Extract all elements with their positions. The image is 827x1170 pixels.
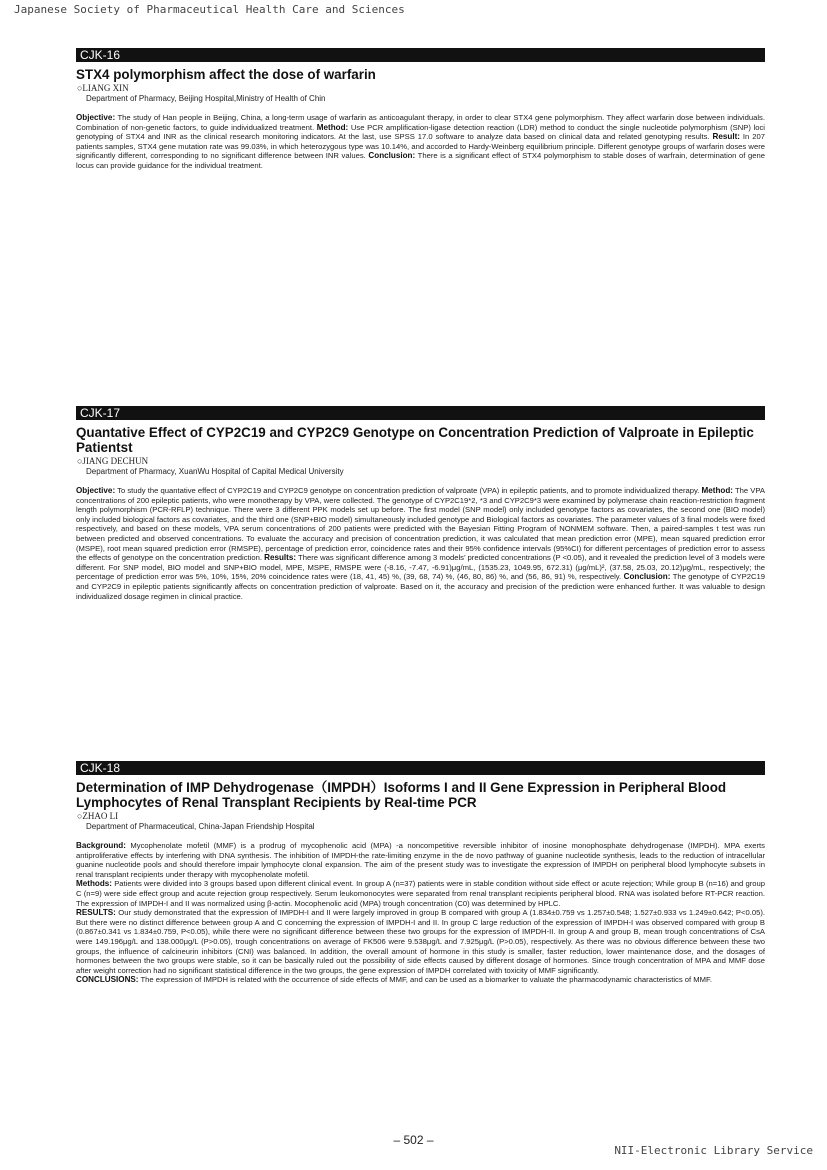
running-header: Japanese Society of Pharmaceutical Health Care and Sciences [14,3,405,16]
section-label: Conclusion: [368,151,416,161]
section-text: The genotype of CYP2C19 and CYP2C9 in epileptic patients significantly affects on concentration prediction of valproate. Based on it, the accuracy and precision of the prediction were enhanced further. It was valuable to design individualized dosage regimen in clinical practice. [76,572,765,601]
footer-source: NII-Electronic Library Service [614,1144,813,1157]
section-text: Our study demonstrated that the expression of IMPDH-I and II were largely improved in group B compared with group A (1.834±0.759 vs 1.257±0.548; 1.527±0.933 vs 1.249±0.642; P<0.05). But there were no distinct difference between group A and C concerning the expression of IMPDH-I and II. In group C large reduction of the expression of IMPDH-I was observed compared with group B (0.867±0.341 vs 1.834±0.759, P<0.05), while there were no significant difference between these two groups for the expression of IMPDH-II. In group A and group B, mean trough concentrations of CsA were 149.196μg/L and 138.000μg/L (P>0.05), trough concentrations on average of FK506 were 9.538μg/L and 7.925μg/L (P>0.05), respectively. As there was no obvious difference between these two groups, the influence of calcineurin inhibitors (CNI) was balanced. In addition, the overall amount of hormone in this study is smaller, faster reduction, lower maintenance dose, and the dosages of hormones between the two groups were stable, so it can be basically ruled out the possibility of side effects caused by different dosage of hormones. Since trough concentration of MPA and MMF dose after weight correction had no significant statistical difference in the two groups, the gene expression of IMPDH correlated with toxicity of MMF significantly. [76,908,765,975]
abstract-affiliation: Department of Pharmaceutical, China-Japan Friendship Hospital [86,822,315,831]
section-text: There is a significant effect of STX4 polymorphism to stable doses of warfrain, determination of gene locus can provide guidance for the individual treatment. [76,151,765,170]
section-label: Background: [76,841,126,850]
section-label: Results: [264,553,297,563]
abstract-id-bar: CJK-17 [76,406,765,420]
abstract-author: ○ZHAO LI [77,811,119,821]
section-text: The study of Han people in Beijing, China, a long-term usage of warfarin as anticoagulant therapy, in order to clear STX4 gene polymorphism. They affect warfarin dose between individuals. Combination of non-genetic factors, to guide individualized treatment. [76,113,765,132]
abstract-body [76,113,765,171]
abstract-body [76,486,765,601]
abstract-id-bar: CJK-16 [76,48,765,62]
section-label: Method: [701,486,733,495]
section-text: Patients were divided into 3 groups based upon different clinical event. In group A (n=37) patients were in stable condition without side effect or acute rejection; While group B (n=16) and group C (n=9) were side effect group and acute rejection group respectively. Serum leukomonocytes were separated from renal transplant recipients peripheral blood. RNA was isolated before RT-PCR reaction. The expression of IMPDH-I and II was normalized using β-actin. Mocophenolic acid (MPA) trough concentration (C0) was determined by HPLC. [76,879,765,908]
section-text: To study the quantative effect of CYP2C19 and CYP2C9 genotype on concentration prediction of valproate (VPA) in epileptic patients, and to promote individualized therapy. [115,486,702,495]
section-label: Method: [316,122,349,132]
abstract-cjk-16 [76,48,765,171]
section-text: In 207 patients samples, STX4 gene mutation rate was 99.03%, in which heterozygous type was 10.14%, and accorded to Hardy-Weinberg equilibrium principle. Different genotype groups of warfarin doses were significantly different, corresponding to no significant difference between INR values. [76,132,765,161]
section-label: Conclusion: [623,572,671,582]
section-label: Objective: [76,486,116,495]
section-label: RESULTS: [76,908,116,918]
abstract-id-bar: CJK-18 [76,761,765,775]
section-text: There was significant difference among 3 models’ predicted concentrations (P <0.05), and it revealed the prediction level of 3 models were different. For SNP model, BIO model and SNP+BIO model, MPE, MSPE, RMSPE were (-8.16, -7.47, -6.91)μg/mL, (1535.23, 1049.95, 672.31) (μg/mL)², (37.58, 25.03, 20.12)μg/mL, respectively; the percentage of prediction error was 5%, 10%, 15%, 20% coincidence rates were (18, 41, 45) %, (39, 68, 74) %, (46, 80, 86) %, and (56, 86, 91) %, respectively. [76,553,765,582]
page-number: – 502 – [393,1133,434,1147]
section-text: Use PCR amplification-ligase detection reaction (LDR) method to conduct the single nucleotide polymorphism (SNP) loci genotyping of STX4 and INR as the clinical research monitoring indicators. At the last, use SPSS 17.0 software to analyze data based on clinical data and related genotyping results. [76,122,765,142]
abstract-author: ○JIANG DECHUN [77,456,149,466]
abstract-title: STX4 polymorphism affect the dose of warfarin [76,67,376,82]
abstract-title: Quantative Effect of CYP2C19 and CYP2C9 Genotype on Concentration Prediction of Valproate in Epileptic Patientst [76,425,754,455]
abstract-affiliation: Department of Pharmacy, Beijing Hospital,Ministry of Health of Chin [86,94,326,103]
section-label: Objective: [76,113,116,122]
abstract-author: ○LIANG XIN [77,83,129,93]
abstract-title: Determination of IMP Dehydrogenase（IMPDH）Isoforms I and II Gene Expression in Peripheral Blood Lymphocytes of Renal Transplant Recipients by Real-time PCR [76,780,727,810]
abstract-cjk-18 [76,761,765,985]
abstract-affiliation: Department of Pharmacy, XuanWu Hospital of Capital Medical University [86,467,344,476]
section-text: The expression of IMPDH is related with the occurrence of side effects of MMF, and can be used as a biomarker to valuate the pharmacodynamic characteristics of MMF. [138,975,712,985]
section-text: Mycophenolate mofetil (MMF) is a prodrug of mycophenolic acid (MPA) -a noncompetitive reversible inhibitor of inosine monophosphate dehydrogenase (IMPDH). MPA exerts antiproliferative effects by interfering with DNA synthesis. The inhibition of IMPDH-the rate-limiting enzyme in the de novo pathway of guanine nucleotide synthesis, leads to the reduction of intracellular guanine nucleotide pools and should therefore impair lymphocyte clonal expansion. The aim of the present study was to investigate the expression of IMPDH on peripheral blood lymphocyte subsets in renal transplant recipients under therapy with mycophenolate mofetil. [76,841,765,879]
abstract-body [76,841,765,985]
section-label: Methods: [76,879,112,889]
section-label: CONCLUSIONS: [76,975,139,985]
section-text: The VPA concentrations of 200 epileptic patients, who were monotherapy by VPA, were collected. The genotype of CYP2C19*2, *3 and CYP2C9*3 were examined by polymerase chain reaction-restriction fragment length polymorphism (PCR-RFLP) technique. There were 3 different PPK models set up before. The first model (SNP model) only included genotype factors as covariates, the second one (BIO model) only included biological factors as covariates, and the third one (SNP+BIO model) simultaneously included genotype and Biological factors as covariates. The parameter values of 3 final models were fixed respectively, and based on these models, VPA serum concentrations of 200 patients were predicted with the Bayesian Fitting Program of NONMEM software. Then, a paired-samples t test was run between predicted and observed concentrations. To evaluate the accuracy and precision of concentration prediction, it was calculated that mean prediction error (MPE), mean squared prediction error (MSPE), root mean squared prediction error (RMSPE), percentage of prediction error, coincidence rates and their 95% confidence intervals (95%CI) for different percentages of prediction error to assess the effects of genotype on the concentration prediction. [76,486,766,563]
abstract-cjk-17 [76,406,765,601]
section-label: Result: [712,132,740,142]
